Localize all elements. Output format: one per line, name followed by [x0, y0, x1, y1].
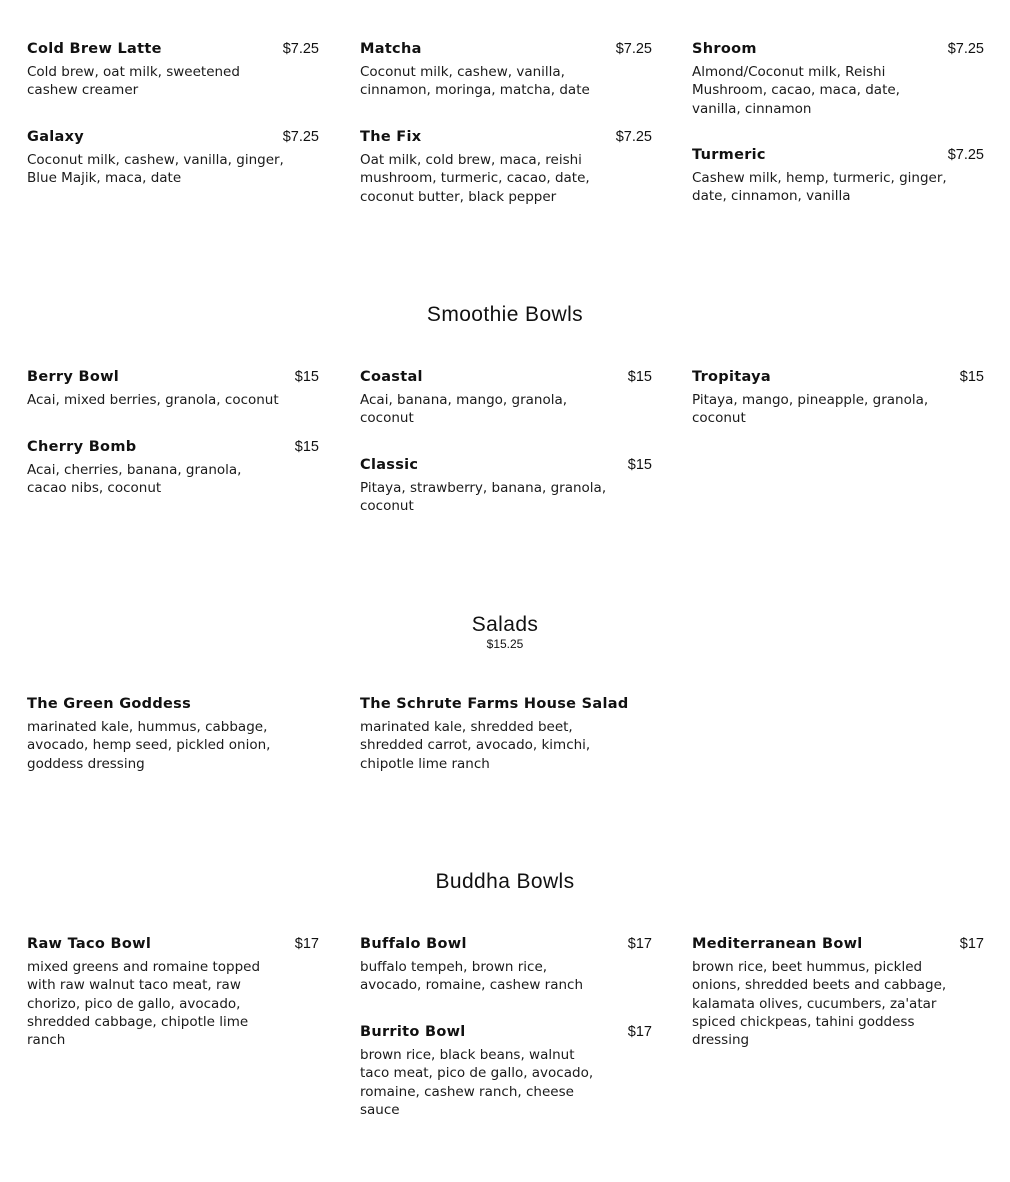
section-title-salads: Salads — [471, 613, 539, 636]
menu-item-the-green-goddess — [27, 695, 319, 775]
item-description: Cashew milk, hemp, turmeric, ginger, date, cinnamon, vanilla — [692, 170, 947, 205]
item-name: Cold Brew Latte — [27, 41, 162, 57]
item-description: Cold brew, oat milk, sweetened cashew creamer — [27, 64, 240, 99]
menu-item-cold-brew-latte — [27, 40, 319, 102]
item-name: The Schrute Farms House Salad — [360, 696, 629, 712]
item-description: mixed greens and romaine topped with raw walnut taco meat, raw chorizo, pico de gallo, avocado, shredded cabbage, chipotle lime ranch — [27, 959, 261, 1049]
item-description: Acai, mixed berries, granola, coconut — [27, 392, 279, 408]
item-description: marinated kale, hummus, cabbage, avocado, hemp seed, pickled onion, goddess dressing — [27, 719, 271, 772]
menu-item-turmeric — [692, 146, 984, 208]
item-price: $15 — [294, 369, 319, 385]
menu-item-galaxy — [27, 128, 319, 190]
item-description: Coconut milk, cashew, vanilla, cinnamon, moringa, matcha, date — [360, 64, 590, 99]
item-description: Acai, cherries, banana, granola, cacao nibs, coconut — [27, 462, 242, 497]
section-title-smoothie-bowls: Smoothie Bowls — [426, 303, 584, 326]
item-description: marinated kale, shredded beet, shredded carrot, avocado, kimchi, chipotle lime ranch — [360, 719, 591, 772]
menu-item-classic — [360, 456, 652, 518]
item-description: brown rice, black beans, walnut taco meat, pico de gallo, avocado, romaine, cashew ranch, cheese sauce — [360, 1047, 594, 1118]
item-price: $15 — [959, 369, 984, 385]
menu-item-burrito-bowl — [360, 1023, 652, 1123]
item-price: $7.25 — [615, 41, 652, 57]
item-name: Shroom — [692, 41, 757, 57]
section-title-buddha-bowls: Buddha Bowls — [435, 870, 575, 893]
item-name: The Fix — [360, 129, 422, 145]
item-price: $7.25 — [282, 41, 319, 57]
salads-price: $15.25 — [486, 637, 524, 651]
item-name: Raw Taco Bowl — [27, 936, 152, 952]
item-price: $17 — [627, 936, 652, 952]
item-price: $17 — [627, 1024, 652, 1040]
item-name: Buffalo Bowl — [360, 936, 467, 952]
item-name: Mediterranean Bowl — [692, 936, 863, 952]
item-price: $15 — [627, 457, 652, 473]
item-description: Almond/Coconut milk, Reishi Mushroom, cacao, maca, date, vanilla, cinnamon — [692, 64, 900, 117]
item-description: Coconut milk, cashew, vanilla, ginger, Blue Majik, maca, date — [27, 152, 284, 187]
item-name: Galaxy — [27, 129, 85, 145]
item-price: $7.25 — [947, 147, 984, 163]
item-name: Turmeric — [692, 147, 766, 163]
item-price: $7.25 — [947, 41, 984, 57]
menu-item-tropitaya — [692, 368, 984, 430]
item-description: Pitaya, strawberry, banana, granola, coconut — [360, 480, 607, 515]
item-description: Acai, banana, mango, granola, coconut — [360, 392, 568, 427]
item-name: Coastal — [360, 369, 423, 385]
item-description: Oat milk, cold brew, maca, reishi mushroom, turmeric, cacao, date, coconut butter, black pepper — [360, 152, 590, 205]
menu-item-berry-bowl — [27, 368, 319, 412]
menu-item-the-fix — [360, 128, 652, 208]
menu-item-cherry-bomb — [27, 438, 319, 500]
item-name: Matcha — [360, 41, 422, 57]
item-name: The Green Goddess — [27, 696, 192, 712]
item-price: $17 — [959, 936, 984, 952]
menu-item-matcha — [360, 40, 652, 102]
menu-item-the-schrute-farms-house-salad — [360, 695, 652, 775]
item-price: $17 — [294, 936, 319, 952]
menu-item-coastal — [360, 368, 652, 430]
item-description: buffalo tempeh, brown rice, avocado, romaine, cashew ranch — [360, 959, 584, 994]
menu-item-raw-taco-bowl — [27, 935, 319, 1053]
item-name: Burrito Bowl — [360, 1024, 466, 1040]
item-price: $15 — [627, 369, 652, 385]
item-description: Pitaya, mango, pineapple, granola, coconut — [692, 392, 929, 427]
menu-item-shroom — [692, 40, 984, 120]
menu-item-buffalo-bowl — [360, 935, 652, 997]
item-price: $7.25 — [615, 129, 652, 145]
item-name: Classic — [360, 457, 419, 473]
item-price: $7.25 — [282, 129, 319, 145]
item-price: $15 — [294, 439, 319, 455]
item-name: Tropitaya — [692, 369, 771, 385]
item-name: Cherry Bomb — [27, 439, 137, 455]
menu-item-mediterranean-bowl — [692, 935, 984, 1053]
item-description: brown rice, beet hummus, pickled onions, shredded beets and cabbage, kalamata olives, cucumbers, za'atar spiced chickpeas, tahini goddess dressing — [692, 959, 947, 1049]
item-name: Berry Bowl — [27, 369, 120, 385]
